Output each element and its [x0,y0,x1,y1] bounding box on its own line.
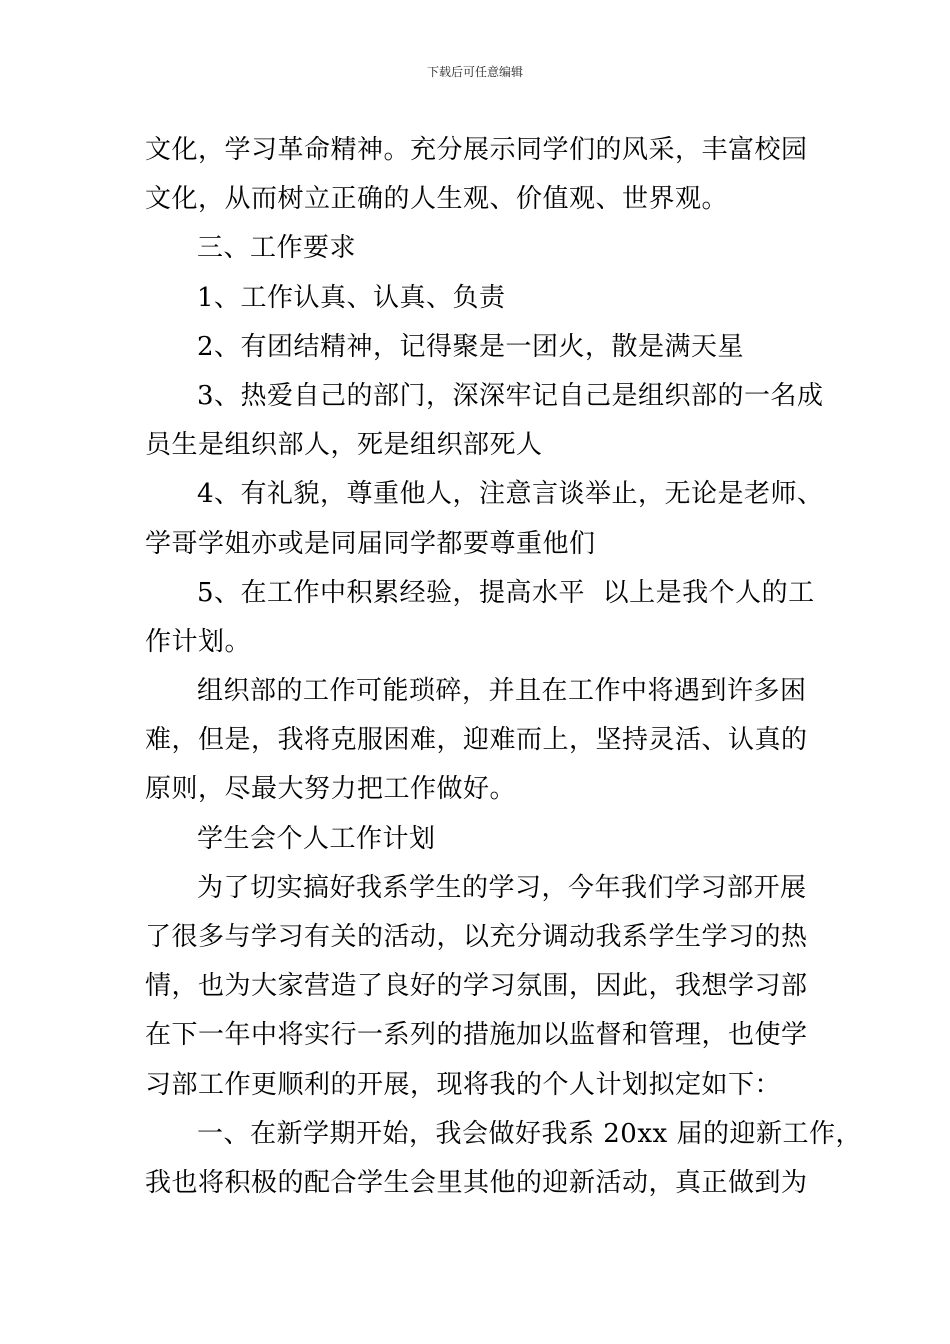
list-item [145,323,815,372]
text-line: 文化，从而树立正确的人生观、价值观、世界观。 [145,184,729,215]
paragraph [145,126,815,224]
paragraph [145,864,815,1110]
text-line: 习部工作更顺利的开展，现将我的个人计划拟定如下： [145,1069,782,1100]
text-line: 作计划。 [145,626,252,657]
text-line: 了很多与学习有关的活动，以充分调动我系学生学习的热 [145,922,808,952]
text-line: 员生是组织部人，死是组织部死人 [145,430,543,461]
text-line: 2、有团结精神，记得聚是一团火，散是满天星 [197,331,745,362]
paragraph [145,667,815,815]
list-item [145,274,815,323]
text-line: 一、在新学期开始，我会做好我系 20xx 届的迎新工作， [197,1118,862,1149]
text-line: 情，也为大家营造了良好的学习氛围，因此，我想学习部 [145,971,808,1002]
text-line: 4、有礼貌，尊重他人，注意言谈举止，无论是老师、 [197,479,824,510]
text-line: 难，但是，我将克服困难，迎难而上，坚持灵活、认真的 [145,725,808,756]
text-line: 学生会个人工作计划 [197,823,436,854]
page-header: 下载后可任意编辑 [426,65,523,79]
text-line: 学哥学姐亦或是同届同学都要尊重他们 [145,528,596,559]
text-line: 我也将积极的配合学生会里其他的迎新活动，真正做到为 [145,1167,808,1198]
text-line: 文化，学习革命精神。充分展示同学们的风采，丰富校园 [145,135,808,165]
text-line: 3、热爱自己的部门，深深牢记自己是组织部的一名成 [197,380,824,411]
document-body [145,126,862,1208]
text-line: 三、工作要求 [197,233,357,264]
section-heading [145,224,815,273]
list-item [145,569,815,667]
section-heading [145,815,815,864]
paragraph [145,1110,862,1208]
list-item [145,372,824,470]
text-line: 为了切实搞好我系学生的学习，今年我们学习部开展 [197,872,807,903]
text-line: 在下一年中将实行一系列的措施加以监督和管理，也使学 [145,1020,808,1051]
list-item [145,470,824,568]
text-line: 组织部的工作可能琐碎，并且在工作中将遇到许多困 [197,676,807,707]
text-line: 5、在工作中积累经验，提高水平 以上是我个人的工 [197,577,815,608]
text-line: 1、工作认真、认真、负责 [197,282,506,313]
text-line: 原则，尽最大努力把工作做好。 [145,774,517,805]
